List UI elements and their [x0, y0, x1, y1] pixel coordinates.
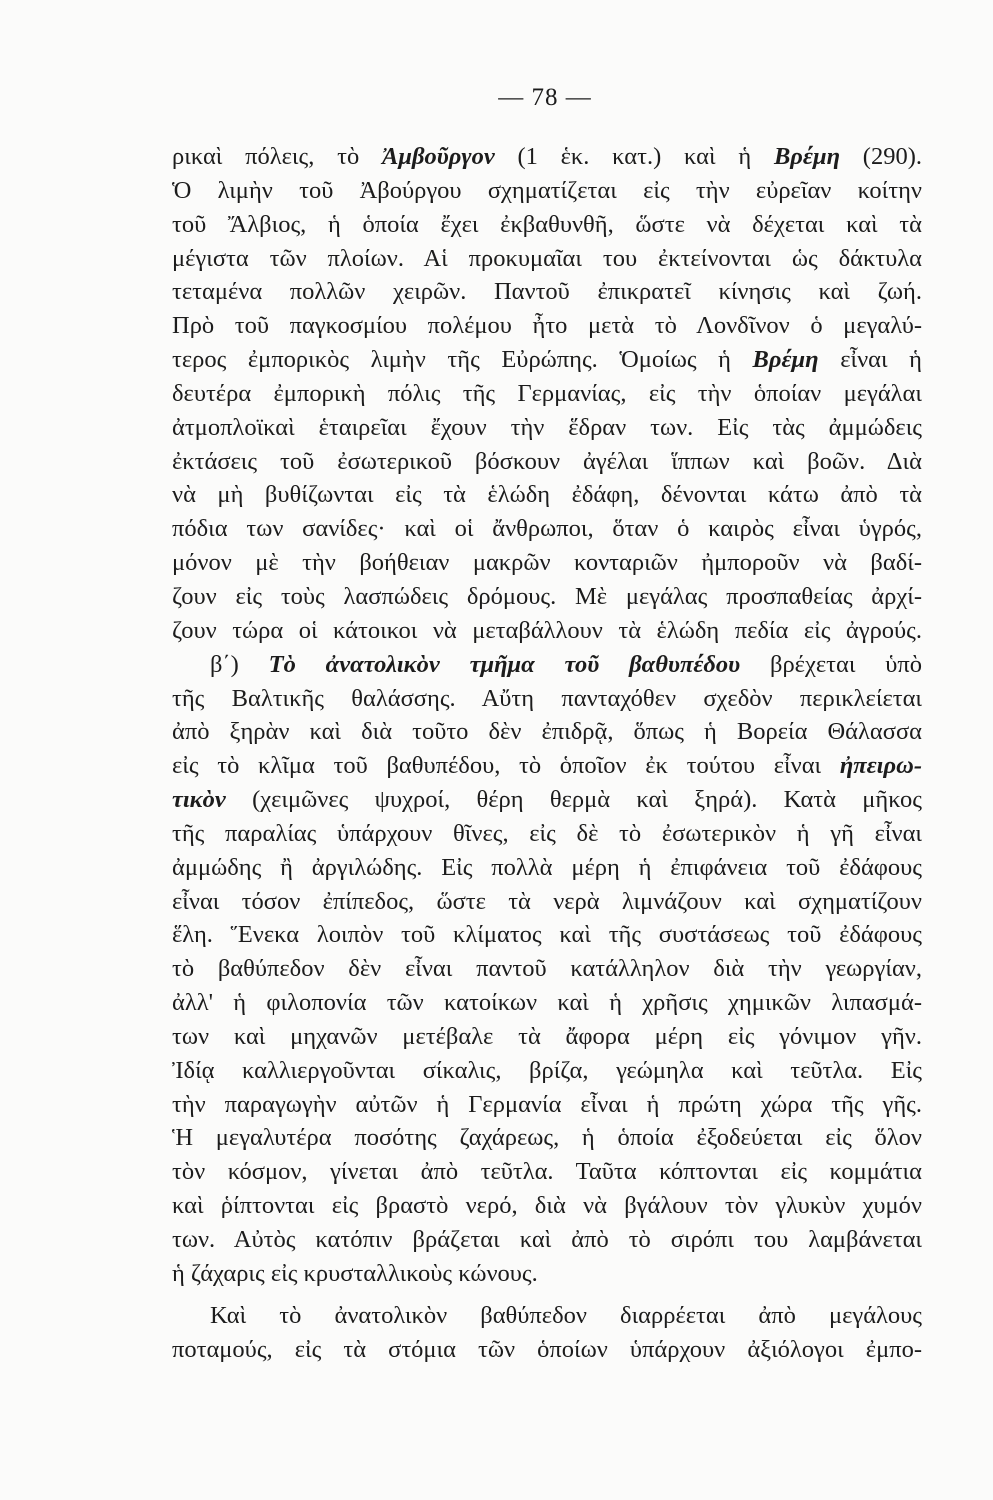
text-line	[172, 1020, 922, 1054]
text-line	[172, 885, 922, 919]
text-line	[172, 242, 922, 276]
text-segment: (χειμῶνες ψυχροί, θέρη θερμὰ καὶ ξηρά). Κατὰ μῆκος	[225, 786, 922, 814]
text-segment: Καὶ τὸ ἀνατολικὸν βαθύπεδον διαρρέεται ἀπὸ μεγάλους	[210, 1301, 922, 1329]
emphasized-term: Βρέμη	[752, 346, 819, 374]
text-segment: ἀμμώδης ἢ ἀργιλώδης. Εἰς πολλὰ μέρη ἡ ἐπιφάνεια τοῦ ἐδάφους	[172, 853, 922, 881]
text-segment: β΄)	[210, 650, 269, 678]
text-segment: ἡ ζάχαρις εἰς κρυσταλλικοὺς κώνους.	[172, 1259, 538, 1287]
text-segment: τεταμένα πολλῶν χειρῶν. Παντοῦ ἐπικρατεῖ κίνησις καὶ ζωή.	[172, 278, 922, 306]
text-segment: Ἡ μεγαλυτέρα ποσότης ζαχάρεως, ἡ ὁποία ἐξοδεύεται εἰς ὅλον	[172, 1124, 922, 1152]
text-segment: ἀπὸ ξηρὰν καὶ διὰ τοῦτο δὲν ἐπιδρᾷ, ὅπως ἡ Βορεία Θάλασσα	[172, 718, 922, 746]
text-segment: των. Αὐτὸς κατόπιν βράζεται καὶ ἀπὸ τὸ σιρόπι του λαμβάνεται	[172, 1226, 922, 1253]
text-line	[172, 208, 922, 242]
text-line	[172, 478, 922, 512]
text-segment: καὶ ῥίπτονται εἰς βραστὸ νερό, διὰ νὰ βγάλουν τὸν γλυκὺν χυμόν	[172, 1192, 922, 1220]
emphasized-term: Τὸ ἀνατολικὸν τμῆμα τοῦ βαθυπέδου	[268, 650, 741, 678]
text-line	[172, 682, 922, 716]
text-line	[172, 546, 922, 580]
text-segment: τῆς Βαλτικῆς θαλάσσης. Αὔτη πανταχόθεν σχεδὸν περικλείεται	[172, 684, 922, 712]
text-line	[172, 1088, 922, 1122]
text-segment: ἕλη. Ἕνεκα λοιπὸν τοῦ κλίματος καὶ τῆς συστάσεως τοῦ ἐδάφους	[172, 921, 922, 949]
text-segment: ποταμούς, εἰς τὰ στόμια τῶν ὁποίων ὑπάρχουν ἀξιόλογοι ἐμπο-	[172, 1335, 922, 1363]
text-segment: τοῦ Ἄλβιος, ἡ ὁποία ἔχει ἐκβαθυνθῆ, ὥστε νὰ δέχεται καὶ τὰ	[172, 210, 922, 238]
text-line	[172, 918, 922, 952]
text-segment: των καὶ μηχανῶν μετέβαλε τὰ ἄφορα μέρη εἰς γόνιμον γῆν.	[172, 1022, 922, 1050]
text-line	[172, 309, 922, 343]
text-line	[172, 1257, 922, 1291]
emphasized-term: Βρέμη	[773, 143, 841, 170]
text-segment: εἶναι ἡ	[818, 346, 922, 374]
text-segment: ζουν εἰς τοὺς λασπώδεις δρόμους. Μὲ μεγάλας προσπαθείας ἀρχί-	[172, 582, 922, 610]
text-segment: τὸ βαθύπεδον δὲν εἶναι παντοῦ κατάλληλον διὰ τὴν γεωργίαν,	[172, 955, 922, 983]
text-segment: μόνον μὲ τὴν βοήθειαν μακρῶν κονταριῶν ἠμποροῦν νὰ βαδί-	[172, 549, 922, 577]
text-segment: δευτέρα ἐμπορικὴ πόλις τῆς Γερμανίας, εἰς τὴν ὁποίαν μεγάλαι	[172, 379, 922, 407]
text-line	[172, 377, 922, 411]
text-line	[172, 715, 922, 749]
text-line	[172, 1189, 922, 1223]
emphasized-term: τικὸν	[172, 786, 226, 814]
text-line	[172, 1155, 922, 1189]
text-line	[172, 343, 922, 377]
text-line	[172, 1054, 922, 1088]
text-segment: τὸν κόσμον, γίνεται ἀπὸ τεῦτλα. Ταῦτα κόπτονται εἰς κομμάτια	[172, 1158, 922, 1186]
emphasized-term: Ἀμβοῦργον	[381, 143, 495, 170]
text-segment: (1 ἑκ. κατ.) καὶ ἡ	[494, 143, 774, 170]
text-segment: ἀτμοπλοϊκαὶ ἑταιρεῖαι ἔχουν τὴν ἕδραν των. Εἰς τὰς ἀμμώδεις	[172, 413, 922, 441]
text-line	[172, 749, 922, 783]
text-segment: Ὁ λιμὴν τοῦ Ἀβούργου σχηματίζεται εἰς τὴν εὐρεῖαν κοίτην	[172, 176, 922, 204]
text-segment: εἶναι τόσον ἐπίπεδος, ὥστε τὰ νερὰ λιμνάζουν καὶ σχηματίζουν	[172, 887, 922, 915]
text-line	[172, 512, 922, 546]
page-number: — 78 —	[498, 84, 592, 111]
text-line	[172, 1299, 922, 1333]
text-segment: τῆς παραλίας ὑπάρχουν θῖνες, εἰς δὲ τὸ ἐσωτερικὸν ἡ γῆ εἶναι	[172, 819, 922, 847]
text-segment: τὴν παραγωγὴν αὐτῶν ἡ Γερμανία εἶναι ἡ πρώτη χώρα τῆς γῆς.	[172, 1090, 922, 1118]
text-line	[172, 1223, 922, 1257]
text-segment: ζουν τώρα οἱ κάτοικοι νὰ μεταβάλλουν τὰ ἑλώδη πεδία εἰς ἀγρούς.	[172, 616, 922, 644]
text-line	[172, 952, 922, 986]
text-segment: τερος ἐμπορικὸς λιμὴν τῆς Εὐρώπης. Ὁμοίως ἡ	[172, 346, 753, 374]
emphasized-term: ἠπειρω-	[839, 752, 922, 780]
text-line	[172, 648, 922, 682]
text-segment: ρικαὶ πόλεις, τὸ	[172, 143, 382, 170]
text-segment: νὰ μὴ βυθίζωνται εἰς τὰ ἑλώδη ἐδάφη, δένονται κάτω ἀπὸ τὰ	[172, 481, 922, 509]
text-line	[172, 1333, 922, 1367]
text-segment: πόδια των σανίδες· καὶ οἱ ἄνθρωποι, ὅταν ὁ καιρὸς εἶναι ὑγρός,	[172, 515, 922, 543]
text-line	[172, 140, 922, 174]
text-line	[172, 580, 922, 614]
text-line	[172, 851, 922, 885]
text-line	[172, 783, 922, 817]
text-line	[172, 986, 922, 1020]
text-line	[172, 275, 922, 309]
text-segment: εἰς τὸ κλῖμα τοῦ βαθυπέδου, τὸ ὁποῖον ἐκ τούτου εἶναι	[172, 752, 840, 780]
text-segment: βρέχεται ὑπὸ	[740, 650, 922, 678]
text-segment: (290).	[840, 143, 922, 170]
text-segment: Ἰδίᾳ καλλιεργοῦνται σίκαλις, βρίζα, γεώμηλα καὶ τεῦτλα. Εἰς	[172, 1056, 922, 1084]
text-line	[172, 411, 922, 445]
text-line	[172, 817, 922, 851]
body-text	[172, 140, 922, 1366]
text-line	[172, 445, 922, 479]
text-segment: ἀλλ' ἡ φιλοπονία τῶν κατοίκων καὶ ἡ χρῆσις χημικῶν λιπασμά-	[172, 989, 922, 1017]
text-segment: Πρὸ τοῦ παγκοσμίου πολέμου ἦτο μετὰ τὸ Λονδῖνον ὁ μεγαλύ-	[172, 312, 922, 340]
text-line	[172, 1121, 922, 1155]
text-segment: μέγιστα τῶν πλοίων. Αἱ προκυμαῖαι του ἐκτείνονται ὡς δάκτυλα	[172, 244, 922, 272]
text-line	[172, 174, 922, 208]
text-line	[172, 614, 922, 648]
text-segment: ἐκτάσεις τοῦ ἐσωτερικοῦ βόσκουν ἀγέλαι ἵππων καὶ βοῶν. Διὰ	[172, 447, 922, 475]
